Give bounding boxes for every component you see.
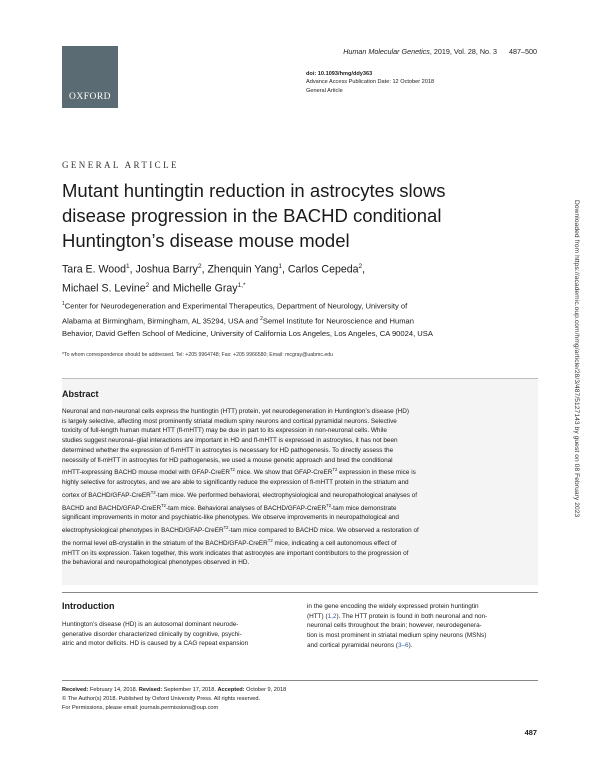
intro-left-column (62, 620, 294, 649)
title-line: Mutant huntingtin reduction in astrocytes slows (62, 180, 446, 201)
author-name[interactable]: Tara E. Wood (62, 263, 126, 276)
citation-link[interactable]: 3–6 (397, 641, 409, 649)
author-line (62, 259, 532, 278)
author-name[interactable]: Zhenquin Yang (207, 263, 279, 276)
author-affiliation-marker: 2 (197, 263, 202, 270)
revised-date: September 17, 2018. (162, 687, 218, 693)
body-line: tion is most prominent in striatal medium spiny neurons (MSNs) (307, 632, 487, 640)
author-name[interactable]: Michelle Gray (172, 282, 238, 295)
permissions-notice: For Permissions, please email: journals.permissions@oup.com (62, 705, 219, 712)
affiliation-text: Behavior, David Geffen School of Medicine, University of California Los Angeles, Los Angeles, CA 90024, USA (62, 328, 433, 338)
accepted-date: October 9, 2018 (244, 687, 287, 693)
body-line: generative disorder characterized clinically by cognitive, psychi- (62, 630, 242, 638)
received-date: February 14, 2018. (88, 687, 139, 693)
superscript: T2 (161, 502, 166, 508)
author-affiliation-marker: 2 (358, 263, 363, 270)
body-text: and cortical pyramidal neurons ( (307, 641, 398, 649)
article-title (62, 178, 522, 253)
abstract-line: toxicity of full-length human mutant HTT (fl-mHTT) may be due in part to its expression in non-neuronal cells. While (62, 427, 387, 435)
download-watermark: Downloaded from https://academic.oup.com/hmg/article/28/3/487/5127143 by guest on 08 February 2023 (573, 200, 580, 518)
journal-citation (343, 47, 537, 56)
author-affiliation-marker: 2 (145, 281, 150, 289)
oxford-logo (62, 46, 118, 108)
abstract-line: the behavioral and neuropathological phenotypes observed in HD. (62, 559, 250, 567)
author-affiliation-marker: 1 (126, 263, 130, 270)
body-text: (HTT) ( (307, 612, 328, 620)
body-line: neuronal cells throughout the brain; however, neurodegenera- (307, 622, 482, 630)
affiliations (62, 298, 538, 340)
author-separator: and (149, 282, 173, 295)
affiliation-text: Semel Institute for Neuroscience and Human (262, 316, 414, 326)
article-history (62, 686, 286, 714)
author-name[interactable]: Carlos Cepeda (287, 263, 359, 276)
abstract-heading: Abstract (62, 389, 99, 399)
abstract-line: Neuronal and non-neuronal cells express the huntingtin (HTT) protein, yet neurodegeneration in Huntington’s disease (HD) (62, 408, 409, 415)
author-separator: , (362, 263, 366, 276)
revised-label: Revised: (138, 687, 163, 693)
abstract-line: mHTT-expressing BACHD mouse model with GFAP-CreER$^{T2}$ mice. We show that GFAP-CreER$^{T2}$ expression in these mice is (62, 467, 416, 477)
body-line: in the gene encoding the widely expressed protein huntingtin (307, 603, 479, 610)
page-number: 487 (524, 728, 537, 737)
advance-access-date: Advance Access Publication Date: 12 October 2018 (306, 79, 435, 86)
copyright-notice: © The Author(s) 2018. Published by Oxford University Press. All rights reserved. (62, 696, 261, 703)
body-text: ). (408, 641, 413, 649)
abstract-line: highly selective for astrocytes, and we are able to significantly reduce the expression of fl-mHTT protein in the striatum and (62, 479, 409, 487)
abstract-line: BACHD and BACHD/GFAP-CreER$^{T2}$-tam mice. Behavioral analyses of BACHD/GFAP-CreER$^{T2}$-tam mice demonstrate (62, 502, 397, 512)
abstract-line: significant improvements in motor and psychiatric-like phenotypes. We observe improvements in neuropathological and (62, 514, 399, 522)
author-line (62, 278, 532, 297)
body-line: Huntington’s disease (HD) is an autosomal dominant neurode- (62, 621, 239, 628)
author-separator: , (129, 263, 136, 276)
author-separator: , (201, 263, 208, 276)
superscript: T2 (150, 489, 156, 495)
title-line: Huntington’s disease mouse model (62, 230, 350, 251)
received-label: Received: (62, 687, 89, 693)
author-name[interactable]: Michael S. Levine (62, 282, 146, 295)
affiliation-marker: 2 (260, 315, 263, 322)
accepted-label: Accepted: (217, 687, 245, 693)
abstract-line: electrophysiological phenotypes in BACHD/GFAP-CreER$^{T2}$-tam mice compared to BACHD mice. We observed a restoration of (62, 525, 419, 535)
abstract-line: cortex of BACHD/GFAP-CreER$^{T2}$-tam mice. We performed behavioral, electrophysiological and neuropathological analyses of (62, 489, 418, 499)
author-affiliation-marker: 1 (278, 263, 282, 270)
superscript: T2 (223, 525, 229, 531)
journal-name: Human Molecular Genetics (343, 47, 430, 56)
abstract-line: mHTT on its expression. Taken together, this work indicates that astrocytes are important contributors to the progression of (62, 549, 409, 557)
affiliation-marker: 1 (62, 301, 65, 307)
abstract-line: the normal level αB-crystallin in the striatum of the BACHD/GFAP-CreER$^{T2}$ mice, indicating a cell autonomous effect of (62, 537, 397, 548)
journal-volume: , 2019, Vol. 28, No. 3 (429, 47, 498, 56)
logo-text: OXFORD (68, 92, 112, 102)
article-type: General Article (306, 87, 343, 94)
title-line: disease progression in the BACHD conditional (62, 205, 442, 226)
affiliation-text: Alabama at Birmingham, Birmingham, AL 35294, USA and (62, 316, 261, 326)
abstract-text (62, 407, 538, 568)
correspondence-note: *To whom correspondence should be addressed. Tel: +205 9964748; Fax: +205 9966580; Email: mcgray@uabmc.edu (62, 352, 334, 358)
section-label: GENERAL ARTICLE (62, 160, 179, 170)
abstract-line: necessity of fl-mHTT in astrocytes for HD pathogenesis, we used a mouse genetic approach and bred the conditional (62, 456, 393, 464)
body-line (307, 612, 539, 622)
page-range: 487–500 (509, 47, 537, 56)
article-meta (306, 70, 434, 95)
author-separator: , (281, 263, 288, 276)
superscript: T2 (332, 467, 338, 473)
section-divider (62, 592, 538, 593)
intro-right-column (307, 602, 539, 651)
body-text: ). The HTT protein is found in both neuronal and non- (336, 612, 488, 620)
author-name[interactable]: Joshua Barry (135, 263, 198, 276)
introduction-heading: Introduction (62, 601, 115, 611)
footer-divider (62, 680, 538, 681)
superscript: T2 (267, 537, 273, 543)
doi[interactable]: doi: 10.1093/hmg/ddy363 (306, 71, 373, 77)
abstract-line: studies suggest neuronal–glial interactions are important in HD and fl-mHTT is expressed in astrocytes, it has not been (62, 437, 398, 445)
author-list (62, 259, 532, 296)
affiliation-text: Center for Neurodegeneration and Experimental Therapeutics, Department of Neurology, University of (64, 301, 408, 311)
abstract-line: determined whether the expression of fl-mHTT in astrocytes is necessary for HD pathogenesis. To directly assess the (62, 446, 394, 454)
citation-link[interactable]: 1,2 (327, 612, 337, 620)
superscript: T2 (229, 467, 235, 473)
superscript: T2 (326, 502, 332, 508)
author-affiliation-marker: 1,* (237, 281, 246, 289)
abstract-line: is largely selective, affecting most prominently striatal medium spiny neurons and cortical pyramidal neurons. Selective (62, 417, 397, 425)
body-line: atric and motor deficits. HD is caused by a CAG repeat expansion (62, 640, 249, 648)
body-line (307, 641, 539, 651)
history-dates (62, 686, 286, 695)
